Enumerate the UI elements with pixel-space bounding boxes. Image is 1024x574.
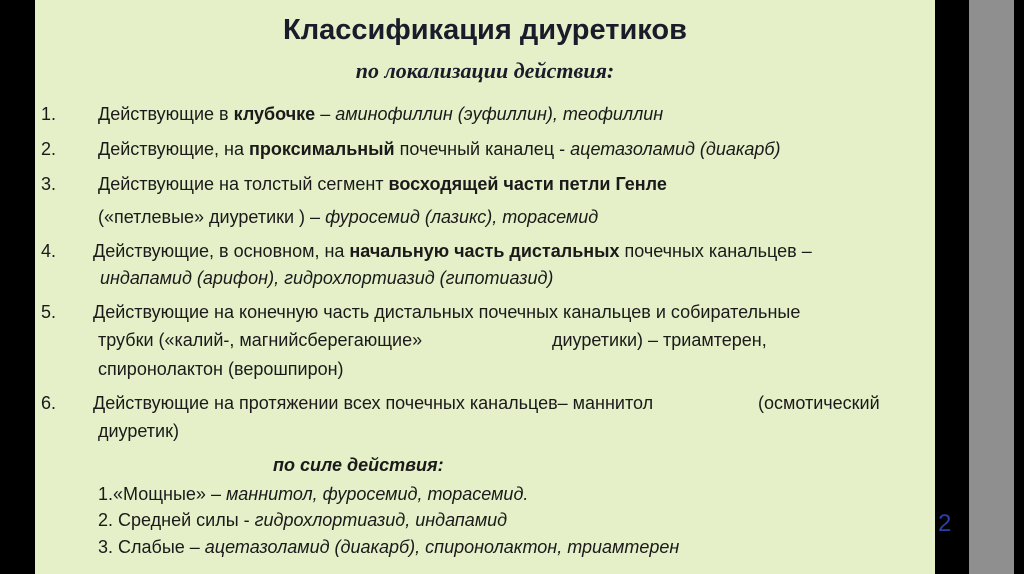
slide-title: Классификация диуретиков [283, 14, 687, 46]
strength-item: 1.«Мощные» – маннитол, фуросемид, торасемид. [98, 484, 529, 504]
list-item: Действующие, в основном, на начальную часть дистальных почечных канальцев – [93, 241, 812, 261]
item-number: 5. [41, 302, 57, 322]
list-item: Действующие, на проксимальный почечный каналец - ацетазоламид (диакарб) [98, 139, 781, 159]
list-item-continuation: («петлевые» диуретики ) – фуросемид (лазикс), торасемид [98, 207, 599, 227]
list-item: Действующие на конечную часть дистальных почечных канальцев и собирательные [93, 302, 801, 322]
page-number: 2 [938, 510, 952, 537]
list-item-continuation: спиронолактон (верошпирон) [98, 359, 344, 379]
scroll-area [969, 0, 1014, 574]
strength-item: 2. Средней силы - гидрохлортиазид, индапамид [98, 510, 508, 530]
list-item-continuation: диуретик) [98, 421, 179, 441]
slide [35, 0, 935, 574]
item-number: 2. [41, 139, 57, 159]
section-heading: по силе действия: [273, 455, 444, 475]
item-number: 4. [41, 241, 57, 261]
item-number: 1. [41, 104, 57, 124]
list-item-continuation: трубки («калий-, магнийсберегающие» [98, 330, 423, 350]
list-item: (осмотический [758, 393, 880, 413]
item-number: 3. [41, 174, 57, 194]
strength-item: 3. Слабые – ацетазоламид (диакарб), спиронолактон, триамтерен [98, 537, 680, 557]
list-item-continuation: индапамид (арифон), гидрохлортиазид (гипотиазид) [100, 268, 554, 288]
list-item: Действующие в клубочке – аминофиллин (эуфиллин), теофиллин [98, 104, 664, 124]
item-number: 6. [41, 393, 57, 413]
list-item: Действующие на толстый сегмент восходящей части петли Генле [98, 174, 667, 194]
slide-subtitle: по локализации действия: [355, 58, 615, 83]
list-item: Действующие на протяжении всех почечных канальцев– маннитол [93, 393, 654, 413]
list-item-continuation: диуретики) – триамтерен, [552, 330, 767, 350]
